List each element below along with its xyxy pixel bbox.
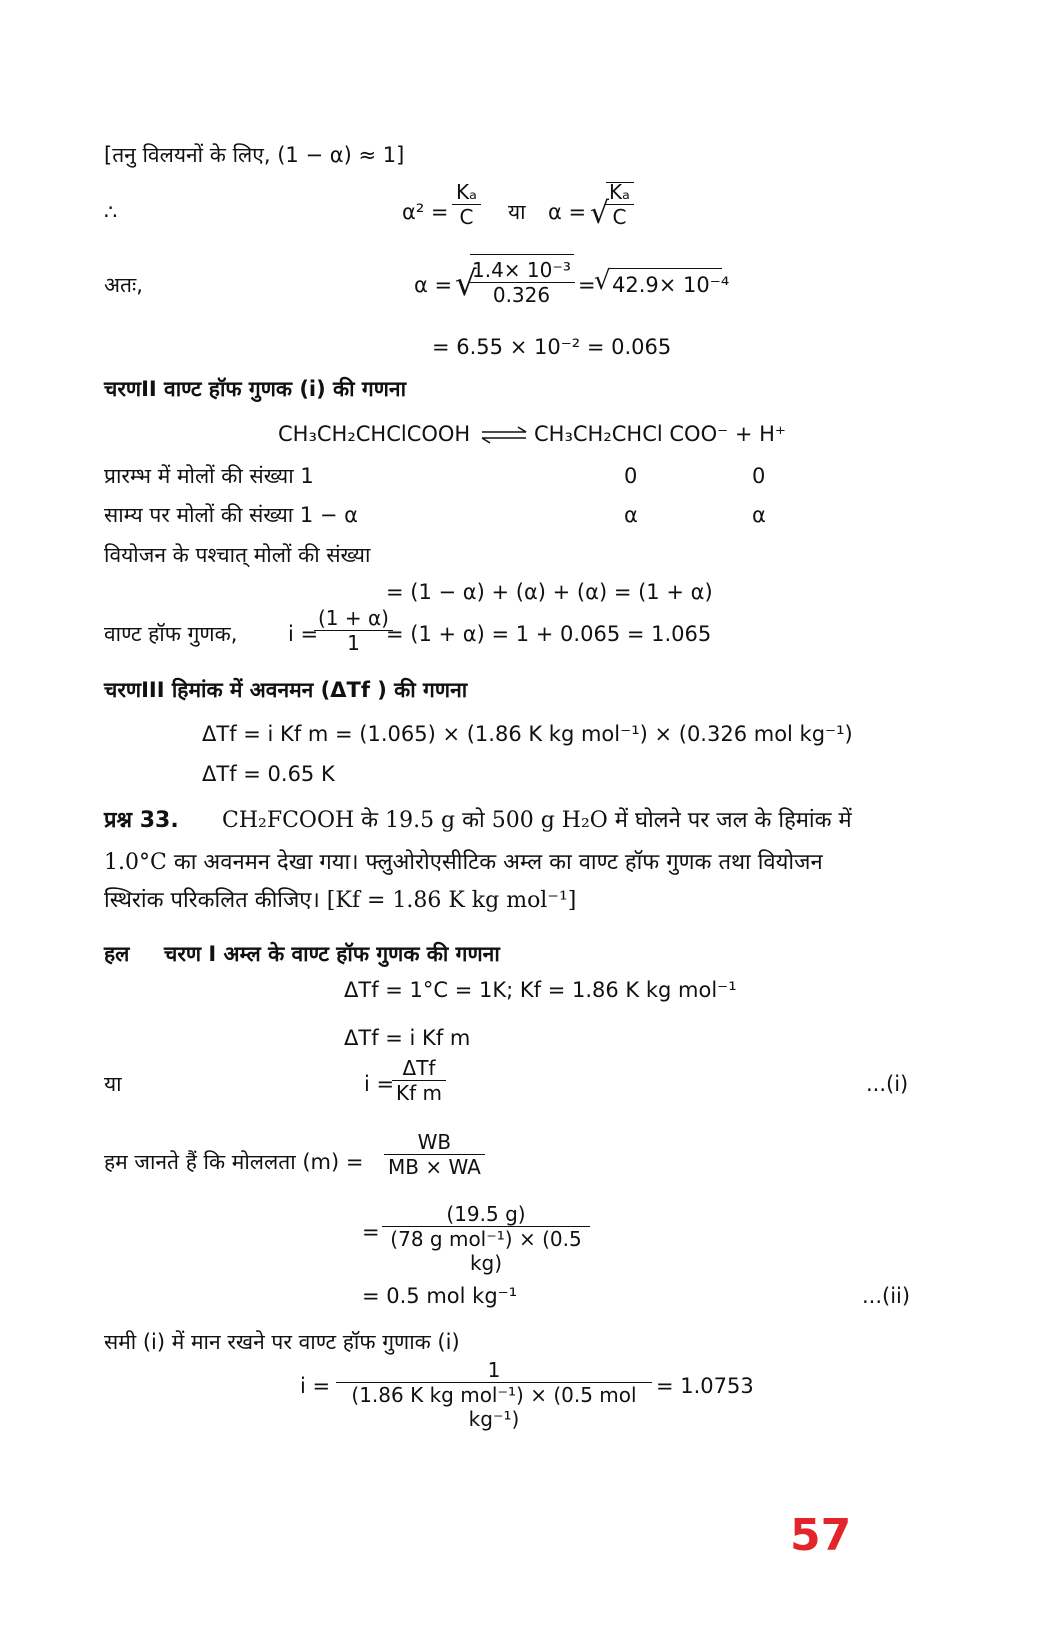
or-word-2: या: [104, 1072, 122, 1096]
molality-denominator: MB × WA: [384, 1154, 485, 1179]
depression-equation: ΔTf = i Kf m = (1.065) × (1.86 K kg mol⁻¹) × (0.326 mol kg⁻¹): [202, 722, 853, 746]
equilibrium-moles-proton: α: [752, 503, 766, 527]
eq2-denominator: 0.326: [468, 282, 575, 307]
eq2-equals: =: [578, 273, 596, 297]
vant-hoff-label: वाण्ट हॉफ गुणक,: [104, 622, 238, 646]
molality-equals: =: [362, 1220, 380, 1244]
after-dissociation-label: वियोजन के पश्चात् मोलों की संख्या: [104, 543, 371, 567]
equilibrium-moles-label: साम्य पर मोलों की संख्या 1 − α: [104, 503, 359, 527]
eq1-numerator: Kₐ: [456, 180, 477, 204]
question-line-3: स्थिरांक परिकलित कीजिए। [Kf = 1.86 K kg mol⁻¹]: [104, 888, 577, 913]
eq1-rhs-alpha: α =: [548, 200, 587, 224]
final-fraction: [336, 1358, 652, 1431]
vant-hoff-i: i =: [288, 622, 319, 646]
page-number: 57: [790, 1510, 852, 1561]
question-label: प्रश्न 33.: [104, 808, 179, 833]
reaction-left: CH₃CH₂CHClCOOH: [278, 422, 471, 446]
i-formula-numerator: ΔTf: [402, 1056, 436, 1080]
final-denominator: (1.86 K kg mol⁻¹) × (0.5 mol kg⁻¹): [336, 1382, 652, 1431]
initial-moles-anion: 0: [624, 464, 638, 488]
final-result: = 1.0753: [656, 1374, 754, 1398]
molality-label: हम जानते हैं कि मोललता (m) =: [104, 1150, 364, 1174]
eq1-root-fraction: [605, 180, 634, 229]
sqrt-overline-2: [470, 254, 574, 255]
initial-moles-label: प्रारम्भ में मोलों की संख्या 1: [104, 464, 314, 488]
eq1-root-denominator: C: [605, 204, 634, 229]
reaction-right: CH₃CH₂CHCl COO⁻ + H⁺: [534, 422, 786, 446]
eq2-lhs: α =: [414, 273, 453, 297]
dilute-solution-note: [तनु विलयनों के लिए, (1 − α) ≈ 1]: [104, 143, 405, 167]
molality-fraction: [384, 1130, 485, 1179]
eq1-lhs: α² =: [402, 200, 449, 224]
question-line-1: CH₂FCOOH के 19.5 g को 500 g H₂O में घोलने पर जल के हिमांक में: [222, 808, 852, 833]
equilibrium-arrow-icon: [480, 424, 528, 446]
eq2-rhs: 42.9× 10⁻⁴: [612, 273, 730, 297]
molality-result: = 0.5 mol kg⁻¹: [362, 1284, 518, 1308]
vant-hoff-numerator: (1 + α): [318, 606, 389, 630]
sqrt-sign-3: √: [594, 266, 611, 296]
eq1-root-numerator: Kₐ: [609, 180, 630, 204]
final-i-lhs: i =: [300, 1374, 331, 1398]
or-word-1: या: [508, 200, 526, 224]
hence-label: अतः,: [104, 273, 143, 297]
eq1-fraction: [452, 180, 481, 229]
equation-ref-i: ...(i): [866, 1072, 909, 1096]
final-numerator: 1: [487, 1358, 501, 1382]
vant-hoff-denominator: 1: [314, 630, 393, 655]
eq2-fraction: [468, 258, 575, 307]
i-formula-lhs: i =: [364, 1072, 395, 1096]
vant-hoff-fraction: [314, 606, 393, 655]
substitution-line: समी (i) में मान रखने पर वाण्ट हॉफ गुणाक (i): [104, 1330, 460, 1354]
eq2-numerator: 1.4× 10⁻³: [472, 258, 571, 282]
given-values: ΔTf = 1°C = 1K; Kf = 1.86 K kg mol⁻¹: [344, 978, 737, 1002]
alpha-result: = 6.55 × 10⁻² = 0.065: [432, 335, 672, 359]
equilibrium-moles-anion: α: [624, 503, 638, 527]
vant-hoff-result: = (1 + α) = 1 + 0.065 = 1.065: [386, 622, 712, 646]
depression-result: ΔTf = 0.65 K: [202, 762, 335, 786]
molality-numerator: WB: [417, 1130, 452, 1154]
step2-heading: चरणII वाण्ट हॉफ गुणक (i) की गणना: [104, 377, 407, 401]
sqrt-sign-2: √: [455, 264, 477, 304]
step1-heading: चरण I अम्ल के वाण्ट हॉफ गुणक की गणना: [164, 942, 500, 966]
sqrt-overline-1: [606, 182, 634, 183]
eq1-denominator: C: [452, 204, 481, 229]
initial-moles-proton: 0: [752, 464, 766, 488]
solution-label: हल: [104, 942, 130, 966]
molality-substitution: [382, 1202, 590, 1275]
sqrt-overline-3: [610, 268, 722, 269]
molality-sub-numerator: (19.5 g): [446, 1202, 526, 1226]
total-moles-equation: = (1 − α) + (α) + (α) = (1 + α): [386, 580, 713, 604]
equation-ref-ii: ...(ii): [862, 1284, 911, 1308]
question-line-2: 1.0°C का अवनमन देखा गया। फ्लुओरोएसीटिक अम्ल का वाण्ट हॉफ गुणक तथा वियोजन: [104, 850, 823, 875]
sqrt-sign-1: √: [590, 196, 610, 231]
depression-formula: ΔTf = i Kf m: [344, 1026, 471, 1050]
step3-heading: चरणIII हिमांक में अवनमन (ΔTf ) की गणना: [104, 678, 468, 702]
molality-sub-denominator: (78 g mol⁻¹) × (0.5 kg): [382, 1226, 590, 1275]
therefore-symbol: ∴: [104, 200, 118, 224]
i-formula-denominator: Kf m: [392, 1080, 446, 1105]
i-formula-fraction: [392, 1056, 446, 1105]
